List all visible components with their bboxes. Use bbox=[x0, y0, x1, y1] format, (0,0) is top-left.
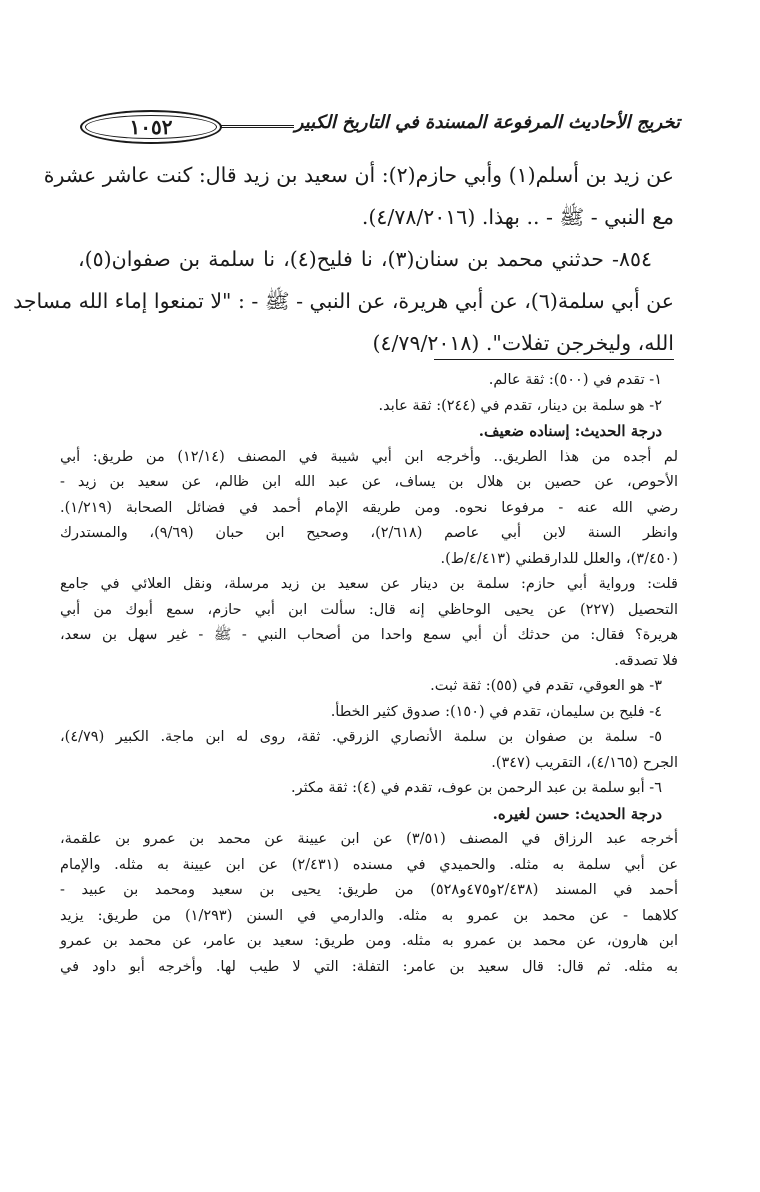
footnote-line: وانظر السنة لابن أبي عاصم (٢/٦١٨)، وصحيح ابن حبان (٩/٦٩)، والمستدرك bbox=[60, 525, 678, 541]
footnote-separator bbox=[434, 359, 674, 360]
footnote-line: ٤- فليح بن سليمان، تقدم في (١٥٠): صدوق كثير الخطأ. bbox=[330, 703, 662, 720]
main-line: مع النبي - ﷺ - .. بهذا. (٤/٧٨/٢٠١٦). bbox=[361, 205, 674, 229]
hadith-grade-heading: درجة الحديث: حسن لغيره. bbox=[492, 804, 662, 823]
main-line: الله، وليخرجن تفلات". (٤/٧٩/٢٠١٨) bbox=[372, 331, 674, 355]
footnote-line: كلاهما - عن محمد بن عمرو به مثله. والدارمي في السنن (١/٢٩٣) من طريق: يزيد bbox=[60, 907, 678, 924]
footnote-line: ٦- أبو سلمة بن عبد الرحمن بن عوف، تقدم في (٤): ثقة مكثر. bbox=[290, 780, 662, 796]
footnote-line: ٢- هو سلمة بن دينار، تقدم في (٢٤٤): ثقة عابد. bbox=[378, 397, 662, 414]
footnotes bbox=[60, 368, 678, 980]
footnote-line: هريرة؟ فقال: من حدثك أن أبي سمع واحدا من أصحاب النبي - ﷺ - غير سهل بن سعد، bbox=[60, 627, 678, 643]
footnote-line: (٣/٤٥٠)، والعلل للدارقطني (٤/٤١٣/ط). bbox=[440, 550, 678, 567]
footnote-line: ٥- سلمة بن صفوان بن سلمة الأنصاري الزرقي. ثقة، روى له ابن ماجة. الكبير (٤/٧٩)، bbox=[60, 729, 662, 745]
main-line: عن زيد بن أسلم(١) وأبي حازم(٢): أن سعيد بن زيد قال: كنت عاشر عشرة bbox=[43, 163, 674, 187]
footnote-line: فلا تصدقه. bbox=[614, 652, 678, 669]
footnote-line: الأحوص، عن حصين بن هلال بن يساف، عن عبد الله ابن ظالم، عن سعيد بن زيد - bbox=[60, 474, 678, 490]
footnote-line: ٣- هو العوقي، تقدم في (٥٥): ثقة ثبت. bbox=[430, 678, 662, 694]
footnote-line: لم أجده من هذا الطريق.. وأخرجه ابن أبي شيبة في المصنف (١٢/١٤) من طريق: أبي bbox=[60, 448, 678, 465]
footnote-line: قلت: ورواية أبي حازم: سلمة بن دينار عن سعيد بن زيد مرسلة، ونقل العلائي في جامع bbox=[60, 576, 678, 592]
running-title: تخريج الأحاديث المرفوعة المسندة في التاريخ الكبير bbox=[294, 112, 680, 133]
footnote-line: رضي الله عنه - مرفوعا نحوه. ومن طريقه الإمام أحمد في فضائل الصحابة (١/٢١٩). bbox=[60, 499, 678, 516]
main-line: عن أبي سلمة(٦)، عن أبي هريرة، عن النبي - ﷺ - : "لا تمنعوا إماء الله مساجد bbox=[13, 289, 674, 313]
footnote-line: ابن هارون، عن محمد بن عمرو به مثله. ومن طريق: سعيد بن عامر، عن محمد بن عمرو bbox=[60, 933, 678, 949]
footnote-line: أحمد في المسند (٢/٤٣٨و٤٧٥و٥٢٨) من طريق: يحيى بن سعيد ومحمد بن عبيد - bbox=[60, 882, 678, 898]
footnote-line: أخرجه عبد الرزاق في المصنف (٣/٥١) عن ابن عيينة عن محمد بن عمرو بن علقمة، bbox=[60, 831, 678, 847]
page-number-badge bbox=[80, 110, 222, 144]
footnote-line: عن أبي سلمة به مثله. والحميدي في مسنده (٢/٤٣١) عن ابن عيينة به مثله. والإمام bbox=[60, 856, 678, 873]
footnote-line: به مثله. ثم قال: قال سعيد بن عامر: التفلة: التي لا طيب لها. وأخرجه أبو داود في bbox=[60, 958, 678, 975]
header-rule bbox=[220, 125, 294, 128]
main-line: ٨٥٤- حدثني محمد بن سنان(٣)، نا فليح(٤)، نا سلمة بن صفوان(٥)، bbox=[78, 247, 653, 271]
page-header bbox=[80, 110, 680, 144]
page-number: ١٠٥٢ bbox=[129, 115, 173, 139]
hadith-grade-heading: درجة الحديث: إسناده ضعيف. bbox=[478, 422, 662, 440]
footnote-line: الجرح (٤/١٦٥)، التقريب (٣٤٧). bbox=[491, 754, 678, 771]
main-text bbox=[13, 154, 674, 364]
footnote-line: التحصيل (٢٢٧) عن يحيى الوحاظي إنه قال: سألت ابن أبي حازم، سمع أبوك من أبي bbox=[60, 601, 678, 618]
footnote-line: ١- تقدم في (٥٠٠): ثقة عالم. bbox=[488, 372, 662, 388]
